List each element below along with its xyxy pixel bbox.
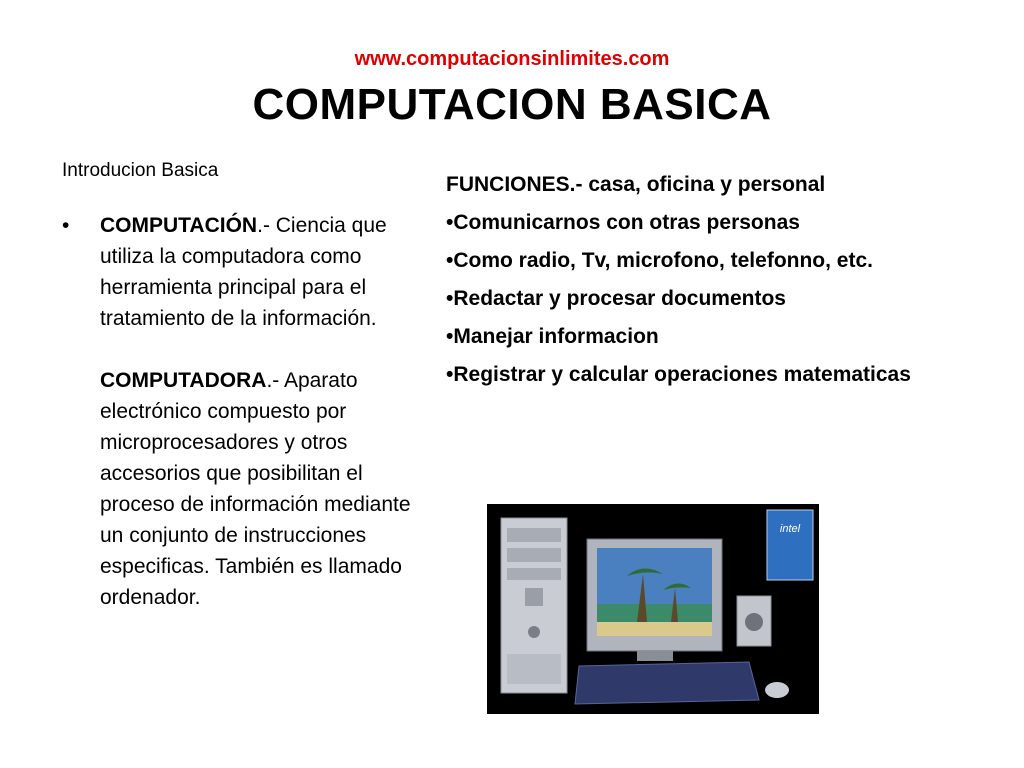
definition-text: [100, 210, 418, 613]
right-column: [446, 166, 1006, 394]
subheading: Introducion Basica: [62, 160, 219, 181]
intel-badge: [767, 510, 813, 580]
computer-illustration: [487, 504, 819, 714]
list-item: •Como radio, Tv, microfono, telefonno, etc.: [446, 249, 873, 272]
slide-title: COMPUTACION BASICA: [252, 80, 772, 129]
bullet-icon: •: [62, 214, 70, 237]
list-item: •Manejar informacion: [446, 325, 659, 348]
intel-badge-text: intel: [779, 523, 801, 535]
definition-item: [62, 210, 422, 613]
website-url: www.computacionsinlimites.com: [354, 48, 670, 70]
list-item: •Comunicarnos con otras personas: [446, 211, 800, 234]
list-item: •Redactar y procesar documentos: [446, 287, 786, 310]
left-column: [62, 160, 422, 613]
definition-term-computadora: COMPUTADORA: [100, 369, 267, 392]
definition-body-computacion: .- Ciencia que utiliza la computadora como herramienta principal para el tratamiento de la información.: [100, 214, 387, 330]
mouse: [765, 682, 789, 698]
keyboard: [575, 662, 759, 704]
functions-heading: FUNCIONES.- casa, oficina y personal: [446, 173, 826, 196]
list-item: •Registrar y calcular operaciones matematicas: [446, 363, 911, 386]
definition-body-computadora: .- Aparato electrónico compuesto por microprocesadores y otros accesorios que posibilitan el proceso de información mediante un conjunto de instrucciones especificas. También es llamado ordenador.: [100, 369, 411, 609]
definition-term-computacion: COMPUTACIÓN: [100, 214, 258, 237]
computer-photo: [487, 504, 819, 714]
